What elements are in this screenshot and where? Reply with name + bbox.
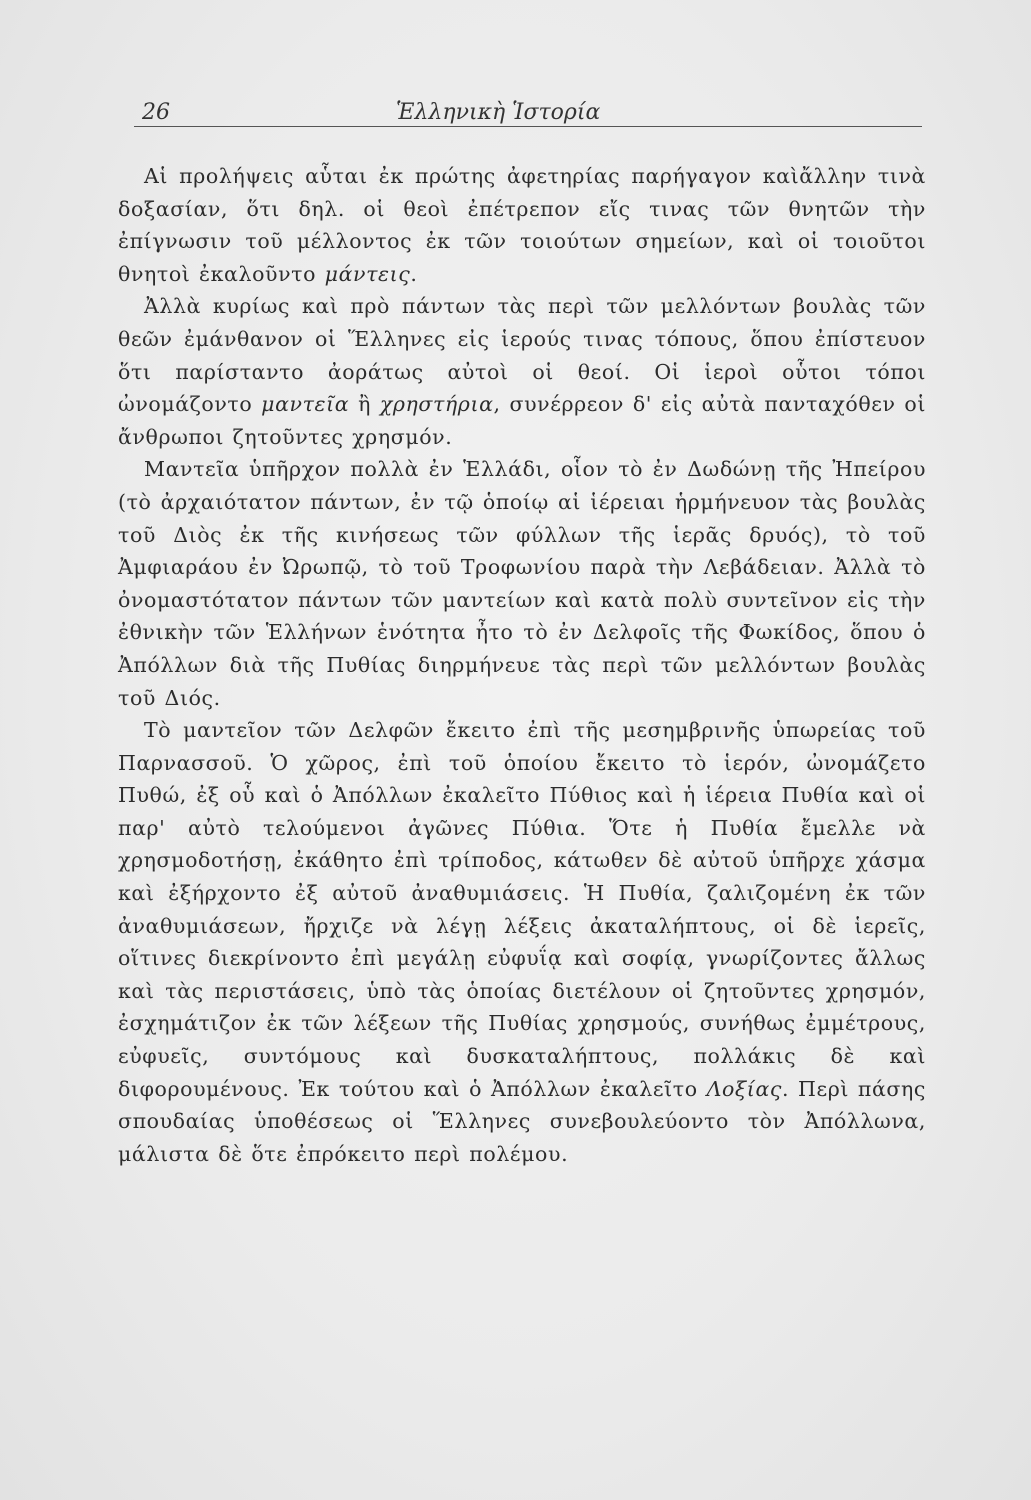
text-segment: . Περὶ πάσης σπουδαίας ὑποθέσεως οἱ Ἕλληνες συνεβουλεύοντο τὸν Ἀπόλλωνα, μάλιστα δὲ ὅτε ἐπρόκειτο περὶ πολέμου.: [118, 1076, 926, 1166]
text-segment: Αἱ προλήψεις αὗται ἐκ πρώτης ἀφετηρίας παρήγαγον καὶἄλλην τινὰ δοξασίαν, ὅτι δηλ. οἱ θεοὶ ἐπέτρεπον εἴς τινας τῶν θνητῶν τὴν ἐπίγνωσιν τοῦ μέλλοντος ἐκ τῶν τοιούτων σημείων, καὶ οἱ τοιοῦτοι θνητοὶ ἐκαλοῦντο: [118, 164, 926, 286]
header-rule: [134, 126, 922, 127]
italic-term: μάντεις: [324, 261, 411, 286]
text-segment: ἢ: [349, 392, 380, 417]
body-text: [118, 160, 926, 1170]
text-segment: Ἀλλὰ κυρίως καὶ πρὸ πάντων τὰς περὶ τῶν μελλόντων βουλὰς τῶν θεῶν ἐμάνθανον οἱ Ἕλληνες εἰς ἱερούς τινας τόπους, ὅπου ἐπίστευον ὅτι παρίσταντο ἀοράτως αὐτοὶ οἱ θεοί. Οἱ ἱεροὶ οὗτοι τόποι ὠνομάζοντο: [118, 294, 926, 417]
text-segment: , συνέρρεον δ' εἰς αὐτὰ πανταχόθεν οἱ ἄνθρωποι ζητοῦντες χρησμόν.: [118, 392, 927, 449]
paragraph: [118, 160, 926, 290]
paragraph: [118, 714, 926, 1170]
page-number: 26: [142, 100, 170, 125]
paragraph: [118, 453, 926, 714]
italic-term: Λοξίας: [706, 1076, 782, 1101]
running-title: Ἑλληνικὴ Ἱστορία: [396, 100, 601, 125]
text-segment: Τὸ μαντεῖον τῶν Δελφῶν ἔκειτο ἐπὶ τῆς μεσημβρινῆς ὑπωρείας τοῦ Παρνασσοῦ. Ὁ χῶρος, ἐπὶ τοῦ ὁποίου ἔκειτο τὸ ἱερόν, ὠνομάζετο Πυθώ, ἐξ οὗ καὶ ὁ Ἀπόλλων ἐκαλεῖτο Πύθιος καὶ ἡ ἱέρεια Πυθία καὶ οἱ παρ' αὐτὸ τελούμενοι ἀγῶνες Πύθια. Ὅτε ἡ Πυθία ἔμελλε νὰ χρησμοδοτήσῃ, ἐκάθητο ἐπὶ τρίποδος, κάτωθεν δὲ αὐτοῦ ὑπῆρχε χάσμα καὶ ἐξήρχοντο ἐξ αὐτοῦ ἀναθυμιάσεις. Ἡ Πυθία, ζαλιζομένη ἐκ τῶν ἀναθυμιάσεων, ἤρχιζε νὰ λέγῃ λέξεις ἀκαταλήπτους, οἱ δὲ ἱερεῖς, οἵτινες διεκρίνοντο ἐπὶ μεγάλῃ εὐφυΐᾳ καὶ σοφίᾳ, γνωρίζοντες ἄλλως καὶ τὰς περιστάσεις, ὑπὸ τὰς ὁποίας διετέλουν οἱ ζητοῦντες χρησμόν, ἐσχημάτιζον ἐκ τῶν λέξεων τῆς Πυθίας χρησμούς, συνήθως ἐμμέτρους, εὐφυεῖς, συντόμους καὶ δυσκαταλήπτους, πολλάκις δὲ καὶ διφορουμένους. Ἐκ τούτου καὶ ὁ Ἀπόλλων ἐκαλεῖτο: [118, 718, 926, 1101]
italic-term: μαντεῖα: [261, 392, 350, 417]
paragraph: [118, 290, 926, 453]
text-segment: .: [410, 261, 418, 286]
italic-term: χρηστήρια: [379, 392, 494, 417]
text-segment: Μαντεῖα ὑπῆρχον πολλὰ ἐν Ἑλλάδι, οἷον τὸ ἐν Δωδώνῃ τῆς Ἠπείρου (τὸ ἀρχαιότατον πάντων, ἐν τῷ ὁποίῳ αἱ ἱέρειαι ἡρμήνευον τὰς βουλὰς τοῦ Διὸς ἐκ τῆς κινήσεως τῶν φύλλων τῆς ἱερᾶς δρυός), τὸ τοῦ Ἀμφιαράου ἐν Ὠρωπῷ, τὸ τοῦ Τροφωνίου παρὰ τὴν Λεβάδειαν. Ἀλλὰ τὸ ὀνομαστότατον πάντων τῶν μαντείων καὶ κατὰ πολὺ συντεῖνον εἰς τὴν ἐθνικὴν τῶν Ἑλλήνων ἑνότητα ἦτο τὸ ἐν Δελφοῖς τῆς Φωκίδος, ὅπου ὁ Ἀπόλλων διὰ τῆς Πυθίας διηρμήνευε τὰς περὶ τῶν μελλόντων βουλὰς τοῦ Διός.: [118, 457, 926, 710]
